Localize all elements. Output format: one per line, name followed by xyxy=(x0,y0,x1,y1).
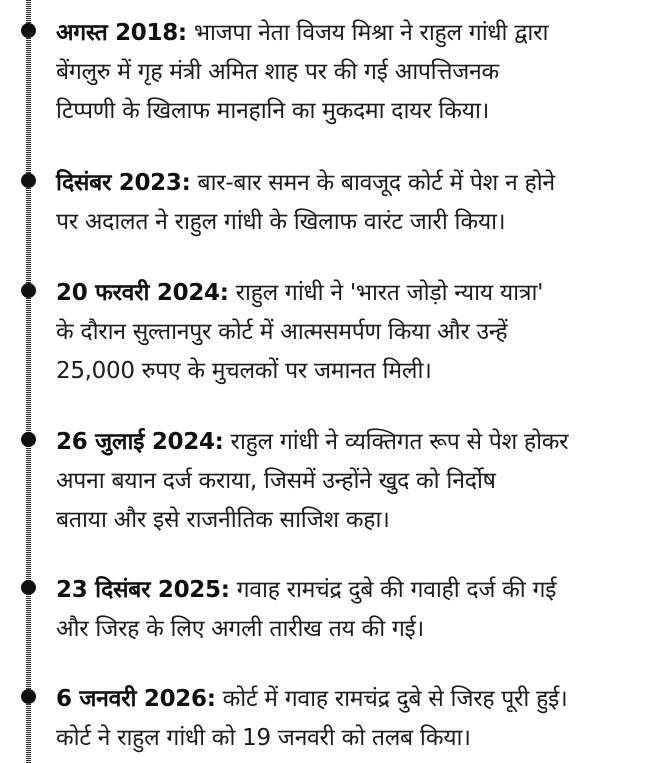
entry-line: बताया और इसे राजनीतिक साजिश कहा। xyxy=(56,507,390,533)
entry-text xyxy=(56,423,668,540)
entry-date: 20 फरवरी 2024: xyxy=(56,280,229,306)
entry-description: राहुल गांधी ने 'भारत जोड़ो न्याय यात्रा' xyxy=(228,280,544,306)
entry-line xyxy=(56,571,668,610)
entry-line: और जिरह के लिए अगली तारीख तय की गई। xyxy=(56,616,424,642)
entry-date: 26 जुलाई 2024: xyxy=(56,429,224,455)
timeline-line xyxy=(26,0,31,763)
entry-line xyxy=(56,164,668,203)
entry-line: अपना बयान दर्ज कराया, जिसमें उन्होंने खुद को निर्दोष xyxy=(56,468,496,494)
entry-text xyxy=(56,164,668,242)
entry-line: पर अदालत ने राहुल गांधी के खिलाफ वारंट जारी किया। xyxy=(56,209,506,235)
entry-description: कोर्ट में गवाह रामचंद्र दुबे से जिरह पूरी हुई। xyxy=(215,686,568,712)
bullet-dot-icon xyxy=(21,283,36,298)
entry-line: बेंगलुरु में गृह मंत्री अमित शाह पर की गई आपत्तिजनक xyxy=(56,59,499,85)
entry-date: दिसंबर 2023: xyxy=(56,170,191,196)
entry-line xyxy=(56,14,668,53)
bullet-dot-icon xyxy=(21,173,36,188)
entry-description: राहुल गांधी ने व्यक्तिगत रूप से पेश होकर xyxy=(223,429,569,455)
bullet-dot-icon xyxy=(21,432,36,447)
entry-date: 23 दिसंबर 2025: xyxy=(56,577,230,603)
entry-description: भाजपा नेता विजय मिश्रा ने राहुल गांधी द्वारा xyxy=(186,20,549,46)
entry-description: बार-बार समन के बावजूद कोर्ट में पेश न होने xyxy=(190,170,555,196)
entry-text xyxy=(56,14,668,131)
entry-date: 6 जनवरी 2026: xyxy=(56,686,216,712)
entry-text xyxy=(56,571,668,649)
entry-line xyxy=(56,680,668,719)
entry-line: के दौरान सुल्तानपुर कोर्ट में आत्मसमर्पण किया और उन्हें xyxy=(56,319,508,345)
entry-line: 25,000 रुपए के मुचलकों पर जमानत मिली। xyxy=(56,358,432,384)
entry-date: अगस्त 2018: xyxy=(56,20,187,46)
entry-text xyxy=(56,274,668,391)
bullet-dot-icon xyxy=(21,23,36,38)
entry-line xyxy=(56,423,668,462)
entry-description: गवाह रामचंद्र दुबे की गवाही दर्ज की गई xyxy=(229,577,557,603)
bullet-dot-icon xyxy=(21,580,36,595)
entry-text xyxy=(56,680,668,758)
entry-line: टिप्पणी के खिलाफ मानहानि का मुकदमा दायर किया। xyxy=(56,98,490,124)
entry-line: कोर्ट ने राहुल गांधी को 19 जनवरी को तलब किया। xyxy=(56,725,471,751)
entry-line xyxy=(56,274,668,313)
bullet-dot-icon xyxy=(21,689,36,704)
